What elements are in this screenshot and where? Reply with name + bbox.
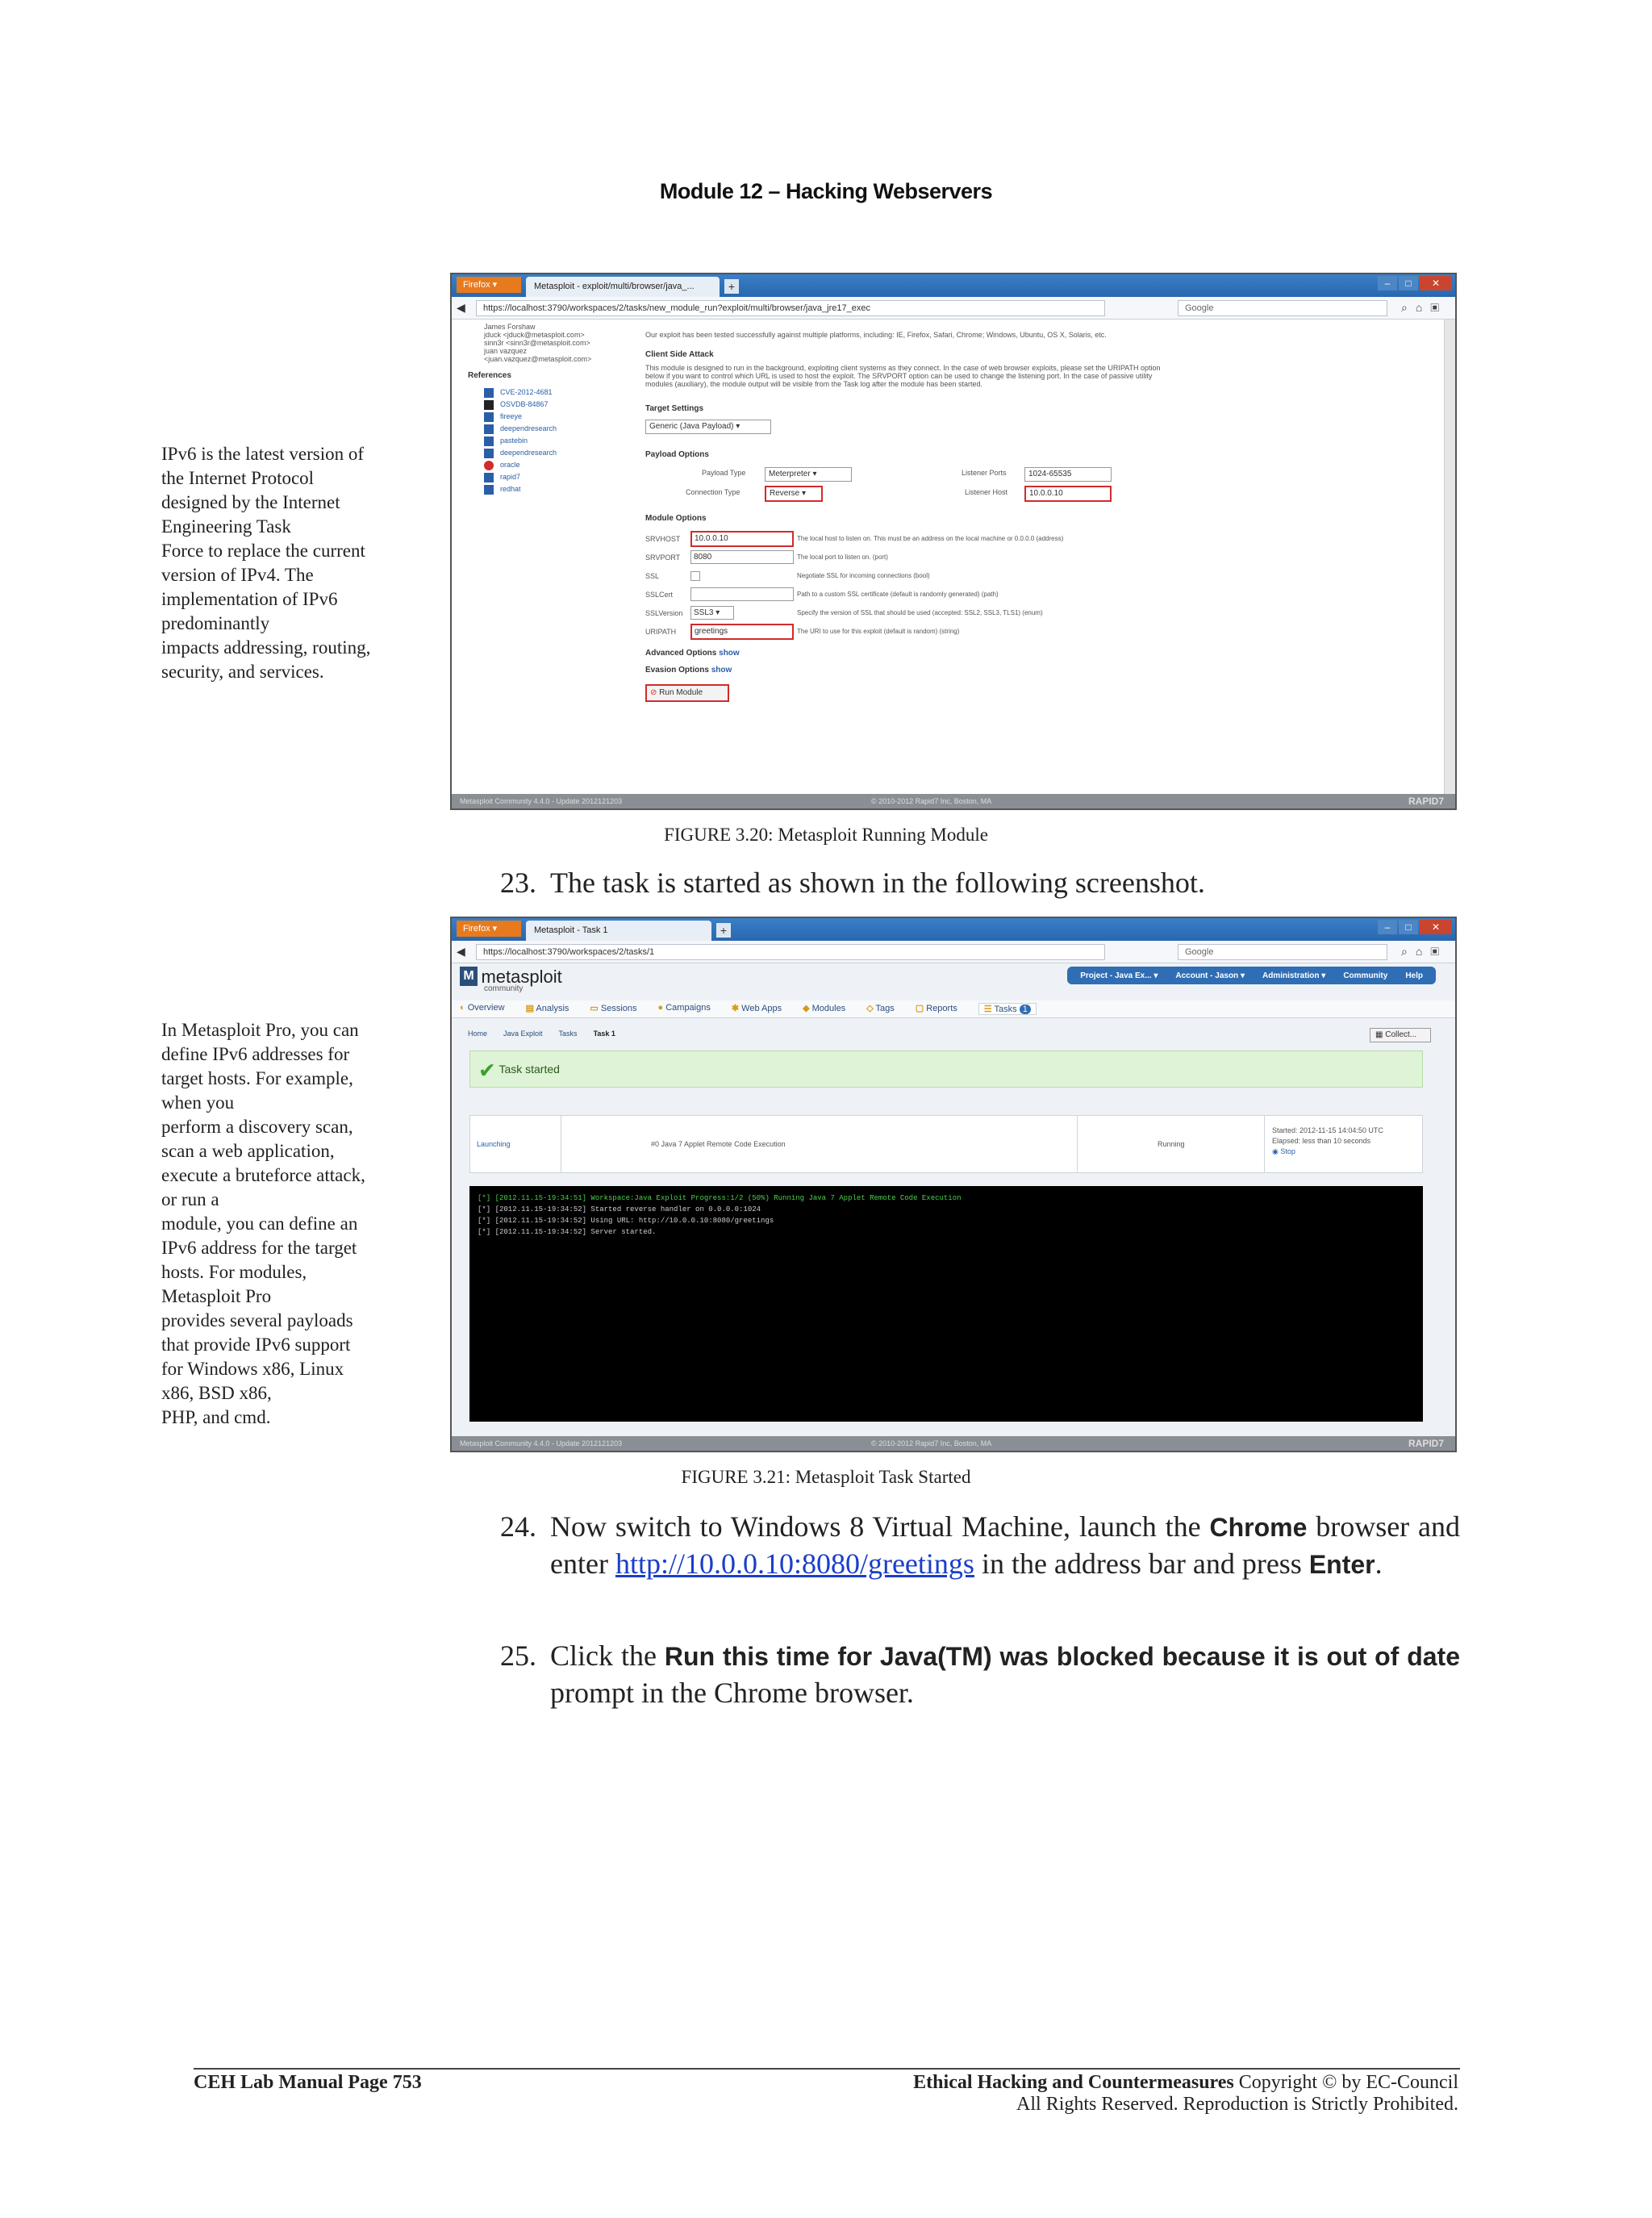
srvport-input[interactable]: 8080 [690, 550, 794, 564]
firefox-menu-button[interactable]: Firefox ▾ [457, 277, 521, 293]
step-text-part: in the address bar and press [974, 1548, 1309, 1580]
option-desc: The URI to use for this exploit (default is random) (string) [797, 628, 960, 635]
advanced-options[interactable] [645, 649, 1170, 658]
author: James Forshaw [484, 323, 536, 331]
figure-3-20-caption: FIGURE 3.20: Metasploit Running Module [664, 825, 988, 845]
sidenote-line: IPv6 address for the target [161, 1238, 357, 1258]
sidenote-line: that provide IPv6 support [161, 1335, 351, 1355]
evasion-options[interactable] [645, 666, 1170, 675]
status-bar [452, 1436, 1455, 1451]
client-side-text: This module is designed to run in the background, exploiting client systems as they connect. In the case of web browser exploits, please set the URIPATH option below if you want to control which URL is used to host the exploit. The SRVPORT option can be used to change the listening port. In the case of passive utility modules (auxiliary), the module output will be visible from the Task log after the module has been started. [645, 364, 1161, 388]
sslversion-value: SSL3 [694, 608, 714, 617]
console-line: [*] [2012.11.15-19:34:52] Started reverse handler on 0.0.0.0:1024 [478, 1205, 761, 1213]
tab-label: Web Apps [741, 1004, 782, 1013]
administration-menu[interactable]: Administration ▾ [1262, 971, 1326, 980]
sidenote-line: PHP, and cmd. [161, 1407, 271, 1427]
tab-reports[interactable]: ▢ Reports [915, 1004, 957, 1013]
scrollbar[interactable] [1444, 320, 1455, 794]
top-menu [1067, 967, 1436, 984]
browser-tabbar [452, 918, 1455, 941]
sidenote-line: for Windows x86, Linux [161, 1359, 344, 1379]
sidenote-line: designed by the Internet [161, 492, 340, 512]
connection-type-value: Reverse [770, 489, 800, 498]
sidenote-line: scan a web application, [161, 1141, 335, 1161]
option-row [645, 585, 1170, 604]
task-status: Launching [477, 1140, 511, 1148]
option-name: SRVHOST [645, 534, 681, 543]
sidenote-line: implementation of IPv6 [161, 589, 338, 609]
tab-overview[interactable]: ◐ Overview [460, 1003, 505, 1013]
logo-subtext: community [484, 984, 524, 993]
close-icon[interactable]: ✕ [1420, 276, 1452, 290]
option-row [645, 529, 1170, 548]
payload-options [645, 467, 1170, 508]
tasks-count-badge: 1 [1020, 1005, 1031, 1014]
new-tab-button[interactable]: + [716, 923, 731, 938]
sidenote-line: x86, BSD x86, [161, 1383, 272, 1403]
browser-tab[interactable]: Metasploit - exploit/multi/browser/java_... [526, 277, 720, 297]
task-started-banner [469, 1051, 1423, 1088]
help-link[interactable]: Help [1405, 971, 1423, 980]
sidenote-line: module, you can define an [161, 1213, 358, 1234]
payload-type-select[interactable]: Meterpreter ▾ [765, 467, 852, 482]
firefox-menu-button[interactable]: Firefox ▾ [457, 921, 521, 937]
sidenote-ipv6 [161, 442, 411, 684]
sslversion-select[interactable]: SSL3 ▾ [690, 606, 734, 620]
status-bar [452, 794, 1455, 808]
listener-ports-label: Listener Ports [962, 469, 1007, 477]
sidenote-line: or run a [161, 1189, 219, 1209]
tab-label: Analysis [536, 1004, 569, 1013]
references-heading: References [468, 371, 511, 380]
breadcrumb-current: Task 1 [593, 1030, 615, 1038]
status-left: Metasploit Community 4.4.0 - Update 2012121203 [460, 1439, 623, 1447]
task-state: Running [1158, 1140, 1185, 1148]
task-started-time: Started: 2012-11-15 14:04:50 UTC [1272, 1126, 1383, 1134]
status-left: Metasploit Community 4.4.0 - Update 2012121203 [460, 797, 623, 805]
option-name: SSLVersion [645, 608, 683, 617]
target-select[interactable]: Generic (Java Payload) ▾ [645, 420, 771, 434]
payload-type-label: Payload Type [702, 469, 746, 477]
option-name: SSLCert [645, 590, 674, 599]
sidenote-line: IPv6 is the latest version of [161, 444, 365, 464]
option-desc: The local host to listen on. This must be an address on the local machine or 0.0.0.0 (address) [797, 535, 1064, 542]
breadcrumb-tasks[interactable]: Tasks [558, 1030, 578, 1038]
task-description: #0 Java 7 Applet Remote Code Execution [651, 1140, 786, 1148]
reference-link[interactable]: pastebin [500, 436, 528, 445]
sslcert-input[interactable] [690, 587, 794, 601]
sidenote-line: provides several payloads [161, 1310, 353, 1330]
client-side-heading: Client Side Attack [645, 350, 714, 359]
chrome-term: Chrome [1209, 1513, 1308, 1542]
option-row [645, 566, 1170, 585]
metasploit-shield-icon: M [460, 967, 478, 986]
run-module-button[interactable] [645, 684, 729, 702]
step-24 [500, 1509, 1460, 1583]
sidenote-line: version of IPv4. The [161, 565, 314, 585]
evasion-options-label: Evasion Options [645, 666, 709, 675]
tab-tags[interactable]: ◇ Tags [866, 1004, 895, 1013]
task-timing [1272, 1126, 1383, 1157]
nav-tabs-bar [452, 1000, 1455, 1018]
status-center: © 2010-2012 Rapid7 Inc, Boston, MA [871, 1439, 992, 1447]
task-started-label: Task started [499, 1063, 560, 1076]
project-menu[interactable]: Project - Java Ex... ▾ [1080, 971, 1158, 980]
tab-label: Reports [926, 1004, 957, 1013]
address-bar[interactable]: https://localhost:3790/workspaces/2/tasks/1 [476, 944, 1105, 960]
sidenote-line: perform a discovery scan, [161, 1117, 353, 1137]
sidenote-line: In Metasploit Pro, you can [161, 1020, 359, 1040]
option-desc: Specify the version of SSL that should be used (accepted: SSL2, SSL3, TLS1) (enum) [797, 609, 1043, 616]
module-title: Module 12 – Hacking Webservers [659, 179, 993, 203]
tab-web-apps[interactable]: ✱ Web Apps [731, 1004, 782, 1013]
footer-divider [194, 2068, 1460, 2070]
collect-icon: ▦ [1375, 1030, 1383, 1039]
reference-link[interactable]: deependresearch [500, 449, 557, 457]
footer-rights: All Rights Reserved. Reproduction is Strictly Prohibited. [1016, 2094, 1458, 2115]
target-settings-heading: Target Settings [645, 404, 704, 413]
status-center: © 2010-2012 Rapid7 Inc, Boston, MA [871, 797, 992, 805]
tab-sessions[interactable]: ▭ Sessions [590, 1004, 637, 1013]
show-link[interactable]: show [711, 666, 732, 675]
sidenote-line: define IPv6 addresses for [161, 1044, 350, 1064]
footer-copyright-text: Copyright © by EC-Council [1233, 2072, 1458, 2093]
close-icon[interactable]: ✕ [1420, 920, 1452, 934]
tab-analysis[interactable]: ▤ Analysis [525, 1004, 569, 1013]
option-name: URIPATH [645, 627, 677, 636]
sidenote-line: the Internet Protocol [161, 468, 315, 488]
minimize-icon[interactable]: – [1378, 920, 1397, 934]
author: jduck <jduck@metasploit.com> [484, 331, 585, 339]
module-details [645, 331, 1170, 702]
rapid7-logo: RAPID7 [1408, 1438, 1444, 1449]
footer-page-label: CEH Lab Manual Page 753 [194, 2072, 422, 2093]
maximize-icon[interactable]: □ [1399, 276, 1418, 290]
metasploit-logo[interactable] [460, 967, 562, 993]
greetings-url-link[interactable]: http://10.0.0.10:8080/greetings [615, 1548, 974, 1580]
browser-navbar [452, 297, 1455, 320]
collect-button[interactable] [1370, 1028, 1431, 1042]
browser-tabbar [452, 274, 1455, 297]
task-elapsed: Elapsed: less than 10 seconds [1272, 1137, 1371, 1145]
back-arrow-icon[interactable]: ◀ [457, 301, 465, 314]
account-menu[interactable]: Account - Jason ▾ [1175, 971, 1245, 980]
sidenote-line: Force to replace the current [161, 541, 365, 561]
footer-book-title: Ethical Hacking and Countermeasures [913, 2072, 1234, 2093]
step-text-part: Click the [550, 1639, 665, 1672]
srvhost-input[interactable]: 10.0.0.10 [690, 531, 794, 547]
sidenote-line: predominantly [161, 613, 270, 633]
step-number: 24. [500, 1510, 536, 1543]
task-console [469, 1186, 1423, 1422]
stop-label: Stop [1280, 1147, 1295, 1155]
author: sinn3r <sinn3r@metasploit.com> [484, 339, 590, 347]
rapid7-logo: RAPID7 [1408, 796, 1444, 807]
breadcrumb-project[interactable]: Java Exploit [503, 1030, 543, 1038]
checkmark-icon: ✔ [478, 1058, 496, 1083]
tab-label: Modules [811, 1004, 846, 1013]
tab-campaigns[interactable]: ● Campaigns [657, 1003, 711, 1013]
authors-list [468, 323, 645, 495]
option-row [645, 622, 1170, 641]
browser-tab[interactable]: Metasploit - Task 1 [526, 921, 711, 941]
toolbar-icons[interactable]: ⌕⌂▣ [1401, 301, 1447, 314]
listener-host-input[interactable]: 10.0.0.10 [1024, 486, 1112, 502]
advanced-options-label: Advanced Options [645, 649, 717, 658]
tab-label: Overview [467, 1003, 505, 1013]
option-desc: Path to a custom SSL certificate (default is randomly generated) (path) [797, 591, 999, 598]
step-text-part: prompt in the Chrome browser. [550, 1677, 914, 1709]
tab-label: Tasks [994, 1005, 1017, 1014]
author: <juan.vazquez@metasploit.com> [484, 355, 592, 363]
sidenote-line: Metasploit Pro [161, 1286, 272, 1306]
option-row [645, 604, 1170, 622]
option-name: SSL [645, 571, 660, 580]
console-line: [*] [2012.11.15-19:34:51] Workspace:Java Exploit Progress:1/2 (50%) Running Java 7 Applet Remote Code Execution [478, 1194, 962, 1202]
sidenote-line: hosts. For modules, [161, 1262, 307, 1282]
sidenote-line: Engineering Task [161, 516, 291, 537]
sidenote-line: impacts addressing, routing, [161, 637, 371, 658]
back-arrow-icon[interactable]: ◀ [457, 945, 465, 958]
reference-link[interactable]: fireeye [500, 412, 523, 420]
connection-type-label: Connection Type [686, 488, 740, 496]
reference-link[interactable]: deependresearch [500, 424, 557, 432]
step-text-part: . [1375, 1548, 1383, 1580]
option-name: SRVPORT [645, 553, 681, 562]
module-page [452, 320, 1455, 794]
target-value: Generic (Java Payload) [649, 422, 734, 431]
sidenote-line: execute a bruteforce attack, [161, 1165, 365, 1185]
enter-key-term: Enter [1308, 1550, 1375, 1579]
step-23 [500, 865, 1460, 901]
intro-text: Our exploit has been tested successfully against multiple platforms, including: IE, Firefox, Safari, Chrome; Windows, Ubuntu, OS X, Solaris, etc. [645, 331, 1107, 339]
option-desc: The local port to listen on. (port) [797, 553, 888, 561]
search-box[interactable]: Google [1178, 300, 1387, 316]
step-text [550, 1509, 1460, 1583]
tab-tasks[interactable]: ☰ Tasks 1 [978, 1003, 1037, 1015]
option-row [645, 548, 1170, 566]
uripath-input[interactable]: greetings [690, 624, 794, 640]
collect-label: Collect... [1385, 1030, 1417, 1039]
connection-type-select[interactable]: Reverse ▾ [765, 486, 823, 502]
search-box[interactable]: Google [1178, 944, 1387, 960]
stop-icon: ◉ [1272, 1147, 1279, 1155]
console-line: [*] [2012.11.15-19:34:52] Server started. [478, 1228, 657, 1236]
community-link[interactable]: Community [1343, 971, 1388, 980]
tab-label: Tags [875, 1004, 895, 1013]
reference-link[interactable]: oracle [500, 461, 520, 469]
sidenote-line: target hosts. For example, [161, 1068, 353, 1088]
figure-3-21-caption: FIGURE 3.21: Metasploit Task Started [681, 1467, 971, 1487]
run-module-label: Run Module [659, 688, 703, 697]
author: juan vazquez [484, 347, 528, 355]
console-line: [*] [2012.11.15-19:34:52] Using URL: http://10.0.0.10:8080/greetings [478, 1217, 774, 1225]
step-number: 23. [500, 867, 536, 899]
run-icon: ⊘ [650, 688, 657, 697]
browser-navbar [452, 941, 1455, 963]
payload-type-value: Meterpreter [769, 470, 811, 478]
stop-link[interactable] [1272, 1147, 1383, 1157]
option-desc: Negotiate SSL for incoming connections (bool) [797, 572, 930, 579]
step-text: The task is started as shown in the following screenshot. [550, 867, 1205, 899]
references-list [484, 386, 645, 495]
maximize-icon[interactable]: □ [1399, 920, 1418, 934]
sidenote-line: security, and services. [161, 662, 324, 682]
listener-host-label: Listener Host [965, 488, 1008, 496]
reference-link[interactable]: OSVDB-84867 [500, 400, 549, 408]
module-options-table [645, 529, 1170, 641]
breadcrumb [468, 1030, 615, 1038]
show-link[interactable]: show [719, 649, 740, 658]
tab-label: Campaigns [665, 1003, 711, 1013]
nav-tabs [460, 1003, 1037, 1015]
task-row [469, 1115, 1423, 1173]
step-number: 25. [500, 1639, 536, 1672]
task-page [452, 963, 1455, 1436]
step-text [550, 1638, 1460, 1711]
tab-label: Sessions [600, 1004, 637, 1013]
tab-modules[interactable]: ◆ Modules [803, 1004, 846, 1013]
footer-copyright [913, 2072, 1458, 2116]
ssl-checkbox[interactable] [690, 571, 700, 581]
toolbar-icons[interactable]: ⌕⌂▣ [1401, 945, 1447, 958]
step-text-part: Now switch to Windows 8 Virtual Machine, launch the [550, 1510, 1210, 1543]
logo-text: metasploit [481, 967, 562, 987]
figure-3-20-screenshot [450, 273, 1457, 810]
breadcrumb-home[interactable]: Home [468, 1030, 488, 1038]
reference-link[interactable]: CVE-2012-4681 [500, 388, 553, 396]
payload-options-heading: Payload Options [645, 450, 709, 459]
reference-link[interactable]: rapid7 [500, 473, 521, 481]
step-text-part: browser and enter [550, 1510, 1460, 1580]
minimize-icon[interactable]: – [1378, 276, 1397, 290]
figure-3-21-screenshot [450, 917, 1457, 1452]
listener-ports-input[interactable]: 1024-65535 [1024, 467, 1112, 482]
new-tab-button[interactable]: + [724, 279, 739, 294]
module-options-heading: Module Options [645, 514, 707, 523]
java-blocked-prompt-term: Run this time for Java(TM) was blocked because it is out of date [664, 1642, 1460, 1671]
reference-link[interactable]: redhat [500, 485, 521, 493]
address-bar[interactable]: https://localhost:3790/workspaces/2/tasks/new_module_run?exploit/multi/browser/java_jre17_exec [476, 300, 1105, 316]
step-25 [500, 1638, 1460, 1711]
sidenote-metasploit-pro [161, 1018, 411, 1430]
sidenote-line: when you [161, 1092, 235, 1113]
